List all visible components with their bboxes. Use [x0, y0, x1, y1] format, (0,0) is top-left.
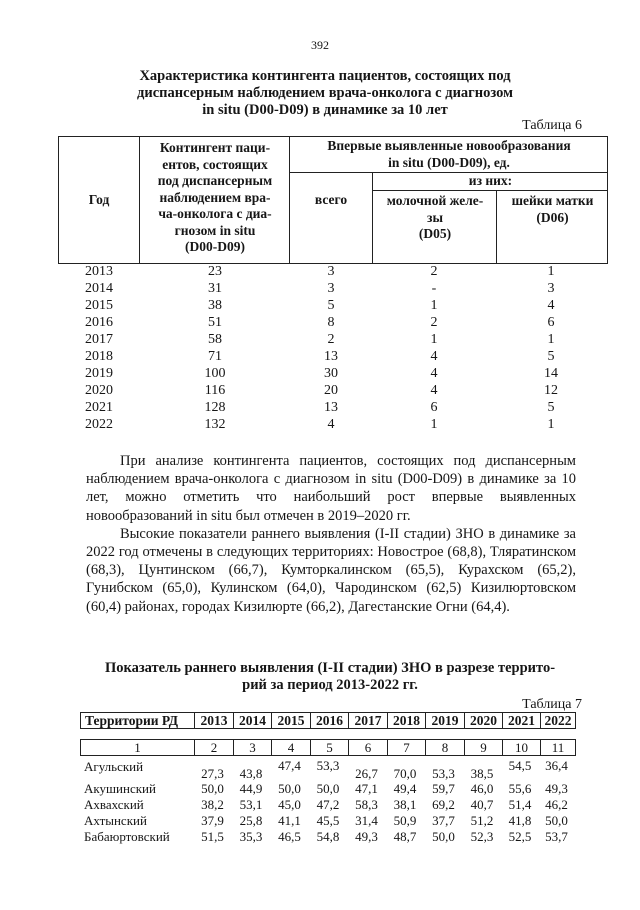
column-number: 7 — [387, 740, 425, 755]
cell-breast: 4 — [430, 349, 438, 364]
header-year: 2018 — [387, 713, 425, 728]
cell-value: 40,7 — [470, 797, 494, 812]
cell-value: 53,3 — [432, 766, 455, 781]
rule — [58, 136, 59, 264]
table6-label: Таблица 6 — [522, 118, 582, 133]
column-number: 8 — [425, 740, 464, 755]
table7-column-numbers — [80, 739, 576, 756]
cell-total: 8 — [327, 315, 335, 330]
cell-value: 31,4 — [355, 813, 378, 828]
cell-breast: 1 — [430, 298, 438, 313]
cell-value: 58,3 — [355, 797, 378, 812]
header-line: гнозом in situ — [174, 222, 256, 238]
cell-value: 35,3 — [239, 829, 263, 844]
cell-total: 3 — [327, 281, 335, 296]
cell-contingent: 31 — [208, 281, 222, 296]
cell-value: 43,8 — [239, 766, 263, 781]
cell-value: 45,5 — [316, 813, 340, 828]
cell-value: 50,0 — [278, 781, 301, 796]
table7-header — [80, 712, 576, 729]
cell-breast: 6 — [430, 400, 438, 415]
header-year: 2016 — [310, 713, 348, 728]
cell-value: 50,0 — [545, 813, 568, 828]
table-row — [80, 829, 576, 845]
cell-value: 69,2 — [432, 797, 455, 812]
cell-value: 51,4 — [508, 797, 532, 812]
header-total: всего — [314, 192, 348, 207]
cell-cervix: 1 — [547, 417, 555, 432]
table-row — [80, 797, 576, 813]
column-number: 9 — [464, 740, 502, 755]
cell-total: 5 — [327, 298, 335, 313]
column-number: 11 — [540, 740, 575, 755]
table-row — [0, 400, 640, 417]
header-year: 2015 — [271, 713, 310, 728]
cell-value: 70,0 — [393, 766, 417, 781]
rule — [496, 190, 497, 264]
cell-value: 48,7 — [393, 829, 417, 844]
column-number: 6 — [348, 740, 387, 755]
cell-breast: - — [431, 281, 437, 296]
cell-value: 45,0 — [278, 797, 301, 812]
cell-value: 26,7 — [355, 766, 378, 781]
cell-value: 38,2 — [201, 797, 224, 812]
cell-year: 2018 — [85, 349, 113, 364]
cell-value: 54,8 — [316, 829, 340, 844]
cell-year: 2020 — [85, 383, 113, 398]
cell-value: 59,7 — [432, 781, 455, 796]
header-line: шейки матки — [511, 193, 594, 208]
cell-year: 2021 — [85, 400, 113, 415]
cell-value: 38,1 — [393, 797, 417, 812]
table-row — [80, 813, 576, 829]
cell-value: 41,1 — [278, 813, 301, 828]
table-row — [0, 298, 640, 315]
column-number: 10 — [502, 740, 540, 755]
cell-territory: Бабаюртовский — [84, 829, 170, 844]
cell-breast: 2 — [430, 315, 438, 330]
cell-value: 46,5 — [278, 829, 301, 844]
header-territory: Территории РД — [85, 713, 179, 728]
cell-cervix: 12 — [544, 383, 558, 398]
cell-value: 46,0 — [470, 781, 494, 796]
column-number: 4 — [271, 740, 310, 755]
header-line: ентов, состоящих — [162, 156, 268, 172]
cell-value: 53,1 — [239, 797, 263, 812]
cell-year: 2017 — [85, 332, 113, 347]
cell-value: 50,9 — [393, 813, 417, 828]
cell-contingent: 71 — [208, 349, 222, 364]
table-row — [0, 281, 640, 298]
cell-value: 41,8 — [508, 813, 532, 828]
header-year: Год — [88, 192, 110, 207]
table-row — [0, 417, 640, 434]
column-number: 3 — [233, 740, 271, 755]
table6-title — [90, 68, 560, 119]
cell-value: 54,5 — [508, 758, 532, 773]
cell-value: 49,4 — [393, 781, 417, 796]
cell-value: 51,2 — [470, 813, 494, 828]
cell-year: 2019 — [85, 366, 113, 381]
cell-value: 27,3 — [201, 766, 224, 781]
table-row — [0, 366, 640, 383]
table6-title-line: диспансерным наблюдением врача-онколога с диагнозом — [137, 85, 513, 101]
header-first-detected — [291, 138, 607, 171]
cell-contingent: 128 — [204, 400, 226, 415]
table-row — [0, 264, 640, 281]
table7-label: Таблица 7 — [522, 697, 582, 712]
header-year: 2013 — [194, 713, 233, 728]
cell-contingent: 23 — [208, 264, 222, 279]
cell-total: 13 — [324, 400, 338, 415]
cell-total: 30 — [324, 366, 338, 381]
header-breast — [374, 193, 496, 243]
table-row — [0, 383, 640, 400]
header-year: 2020 — [464, 713, 502, 728]
cell-year: 2022 — [85, 417, 113, 432]
cell-cervix: 3 — [547, 281, 555, 296]
header-year: 2014 — [233, 713, 271, 728]
cell-contingent: 38 — [208, 298, 222, 313]
cell-cervix: 1 — [547, 264, 555, 279]
table7-title-line: Показатель раннего выявления (I-II стадии) ЗНО в разрезе террито- — [104, 660, 556, 676]
header-year: 2019 — [425, 713, 464, 728]
header-line: Впервые выявленные новообразования — [327, 138, 571, 153]
cell-value: 55,6 — [508, 781, 532, 796]
cell-year: 2016 — [85, 315, 113, 330]
cell-value: 38,5 — [470, 766, 494, 781]
cell-contingent: 132 — [204, 417, 226, 432]
cell-total: 20 — [324, 383, 338, 398]
rule — [607, 136, 608, 264]
column-number: 2 — [194, 740, 233, 755]
table-row — [0, 332, 640, 349]
cell-total: 2 — [327, 332, 335, 347]
header-line: (D05) — [418, 226, 452, 241]
column-number: 1 — [134, 740, 141, 755]
cell-cervix: 4 — [547, 298, 555, 313]
cell-year: 2014 — [85, 281, 113, 296]
header-line: (D00-D09) — [185, 239, 245, 254]
header-line: зы — [427, 209, 443, 225]
cell-cervix: 14 — [544, 366, 558, 381]
cell-territory: Акушинский — [84, 781, 156, 796]
cell-total: 3 — [327, 264, 335, 279]
cell-value: 50,0 — [432, 829, 455, 844]
page-number: 392 — [311, 38, 329, 52]
header-contingent — [141, 140, 289, 256]
cell-value: 52,5 — [508, 829, 532, 844]
cell-cervix: 5 — [547, 400, 555, 415]
cell-breast: 4 — [430, 366, 438, 381]
cell-territory: Ахтынский — [84, 813, 147, 828]
cell-value: 53,3 — [316, 758, 340, 773]
cell-value: 37,9 — [201, 813, 224, 828]
cell-value: 51,5 — [201, 829, 224, 844]
table6-title-line: in situ (D00-D09) в динамике за 10 лет — [202, 102, 448, 118]
cell-breast: 2 — [430, 264, 438, 279]
cell-breast: 1 — [430, 417, 438, 432]
rule — [372, 172, 373, 264]
header-year: 2022 — [540, 713, 575, 728]
header-year: 2021 — [502, 713, 540, 728]
header-line: молочной желе- — [386, 193, 484, 208]
cell-year: 2015 — [85, 298, 113, 313]
cell-value: 47,1 — [355, 781, 378, 796]
cell-value: 49,3 — [545, 781, 568, 796]
cell-value: 47,4 — [278, 758, 301, 773]
cell-value: 25,8 — [239, 813, 263, 828]
header-line: ча-онколога с диа- — [158, 206, 272, 221]
cell-territory: Ахвахский — [84, 797, 144, 812]
rule — [139, 136, 140, 264]
header-line: наблюдением вра- — [159, 189, 271, 205]
column-number: 5 — [310, 740, 348, 755]
cell-value: 46,2 — [545, 797, 568, 812]
table6-title-line: Характеристика контингента пациентов, состоящих под — [139, 68, 511, 84]
cell-breast: 4 — [430, 383, 438, 398]
header-year: 2017 — [348, 713, 387, 728]
table7-title — [80, 660, 580, 694]
cell-territory: Агульский — [84, 759, 144, 774]
cell-contingent: 116 — [204, 383, 226, 398]
header-cervix — [498, 193, 607, 226]
table-row — [80, 781, 576, 797]
cell-total: 4 — [327, 417, 335, 432]
cell-value: 36,4 — [545, 758, 568, 773]
rule — [289, 136, 290, 264]
header-line: in situ (D00-D09), ед. — [388, 154, 510, 170]
header-line: Контингент паци- — [159, 140, 271, 155]
cell-value: 37,7 — [432, 813, 455, 828]
cell-value: 50,0 — [201, 781, 224, 796]
cell-value: 49,3 — [355, 829, 378, 844]
cell-value: 47,2 — [316, 797, 340, 812]
cell-contingent: 100 — [204, 366, 226, 381]
body-text — [86, 452, 576, 616]
cell-value: 44,9 — [239, 781, 263, 796]
cell-value: 53,7 — [545, 829, 568, 844]
cell-contingent: 51 — [208, 315, 222, 330]
table-row — [0, 349, 640, 366]
paragraph: При анализе контингента пациентов, состоящих под диспансерным наблюдением врача-онколога с диагнозом in situ (D00-D09) в динамике за 10 лет, можно отметить что наибольший рост впервые выявленных новообразований in situ был отмечен в 2019–2020 гг. — [86, 453, 576, 524]
paragraph: Высокие показатели раннего выявления (I-II стадии) ЗНО в динамике за 2022 год отмечены в следующих территориях: Новострое (68,8), Тляратинском (68,3), Цунтинском (66,7), Кумторкалинском (65,5), Курахском (65,2), Гунибском (65,0), Кулинском (64,0), Чародинском (62,5) Кизилюртовском (60,4) районах, городах Кизилюрте (66,2), Дагестанские Огни (64,4). — [86, 525, 576, 615]
cell-total: 13 — [324, 349, 338, 364]
cell-value: 52,3 — [470, 829, 494, 844]
cell-value: 50,0 — [316, 781, 340, 796]
header-of-them: из них: — [468, 173, 513, 188]
table-row — [0, 315, 640, 332]
cell-year: 2013 — [85, 264, 113, 279]
cell-cervix: 6 — [547, 315, 555, 330]
table7-title-line: рий за период 2013-2022 гг. — [242, 677, 418, 693]
rule — [58, 136, 608, 137]
cell-breast: 1 — [430, 332, 438, 347]
rule — [372, 190, 608, 191]
header-line: под диспансерным — [157, 173, 273, 188]
cell-cervix: 5 — [547, 349, 555, 364]
cell-contingent: 58 — [208, 332, 222, 347]
cell-cervix: 1 — [547, 332, 555, 347]
header-line: (D06) — [536, 209, 569, 225]
